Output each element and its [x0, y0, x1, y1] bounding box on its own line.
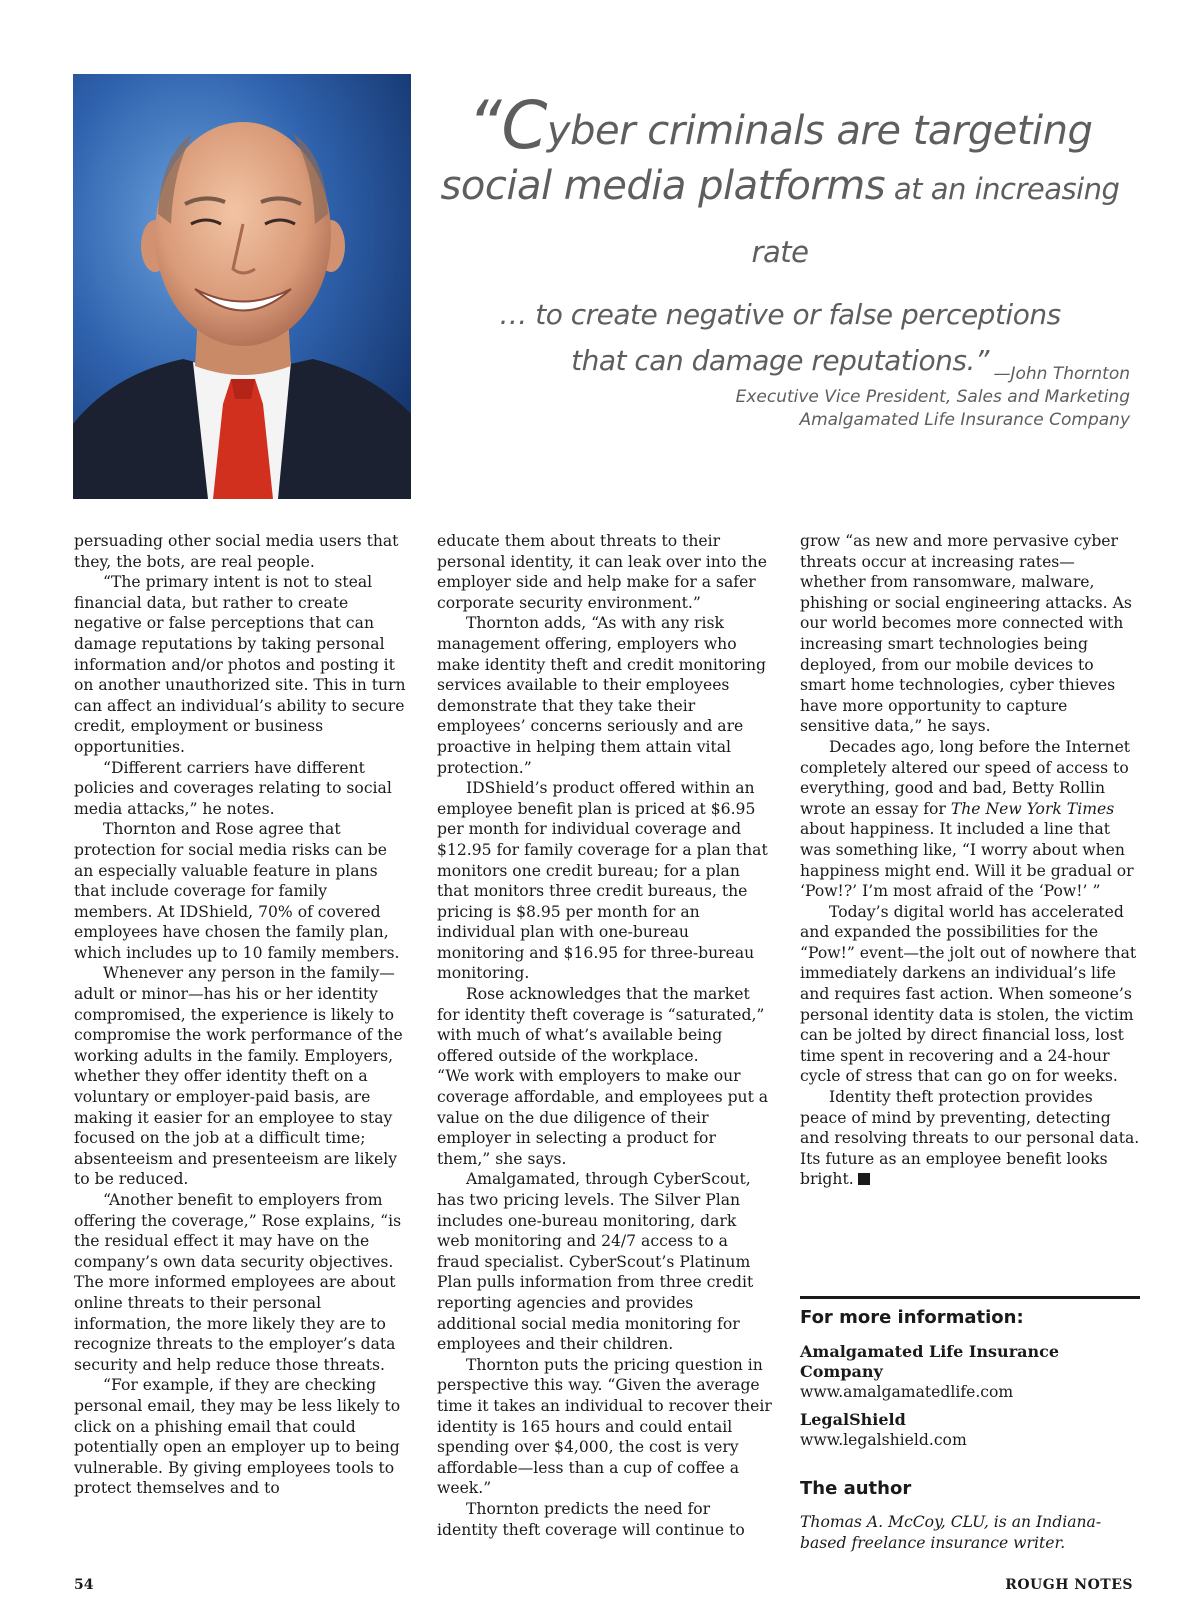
- paragraph: educate them about threats to their personal identity, it can leak over into the employer side and help make for a safer corporate security environment.”: [437, 532, 767, 612]
- portrait-illustration: [73, 74, 411, 499]
- attribution-title: Executive Vice President, Sales and Marketing: [735, 387, 1130, 407]
- more-info-heading: For more information:: [800, 1307, 1024, 1328]
- paragraph: IDShield’s product offered within an employee benefit plan is priced at $6.95 per month for individual coverage and $12.95 for family coverage for a plan that monitors one credit bureau; for a plan that monitors three credit bureaus, the pricing is $8.95 per month for an individual plan with one-bureau monitoring and $16.95 for three-bureau monitoring.: [437, 779, 768, 983]
- paragraph: Today’s digital world has accelerated and expanded the possibilities for the “Pow!” event—the jolt out of nowhere that immediately darkens an individual’s life and requires fast action. When someone’s personal identity data is stolen, the victim can be jolted by direct financial loss, lost time spent in recovering and a 24-hour cycle of stress that can go on for weeks.: [800, 902, 1137, 1086]
- body-column-3: [800, 531, 1140, 1190]
- pull-quote-line-2: [430, 157, 1130, 286]
- pull-quote: [430, 87, 1130, 384]
- paragraph: [800, 1087, 1140, 1190]
- pull-quote-line-2-text: at an increasing rate: [751, 172, 1120, 269]
- pull-quote-line-3: … to create negative or false perceptions: [499, 298, 1061, 331]
- paragraph: persuading other social media users that they, the bots, are real people.: [74, 532, 399, 571]
- paragraph: Thornton predicts the need for identity theft coverage will continue to: [437, 1499, 745, 1539]
- body-column-1: [74, 531, 410, 1499]
- paragraph: “The primary intent is not to steal financial data, but rather to create negative or false perceptions that can damage reputations by taking personal information and/or photos and posting it on another unauthorized site. This in turn can affect an individual’s ability to secure credit, employment or business opportunities.: [74, 573, 406, 756]
- paragraph: Amalgamated, through CyberScout, has two pricing levels. The Silver Plan includes one-bureau monitoring, dark web monitoring and 24/7 access to a fraud specialist. CyberScout’s Platinum Plan pulls information from three credit reporting agencies and provides additional social media monitoring for employees and their children.: [437, 1170, 754, 1354]
- paragraph: Whenever any person in the family—adult or minor—has his or her identity compromised, the experience is likely to compromise the work performance of the working adults in the family. Employers, whether they offer identity theft on a voluntary or employer-paid basis, are making it easier for an employee to stay focused on the job at a difficult time; absenteeism and presenteeism are likely to be reduced.: [74, 964, 403, 1189]
- end-mark-icon: [858, 1173, 870, 1185]
- paragraph: [800, 737, 1140, 902]
- paragraph: “For example, if they are checking personal email, they may be less likely to click on a phishing email that could potentially open an employer up to being vulnerable. By giving employees tools to protect themselves and to: [74, 1376, 401, 1498]
- pull-quote-line-1: [430, 87, 1130, 164]
- pull-quote-emphasis: social media platforms: [440, 163, 886, 209]
- magazine-name: ROUGH NOTES: [1005, 1577, 1133, 1593]
- publication-title: The New York Times: [950, 799, 1115, 818]
- paragraph: Thornton adds, “As with any risk management offering, employers who make identity theft and credit monitoring services available to their employees demonstrate that they take their employees’ concerns seriously and are proactive in helping them attain vital protection.”: [437, 614, 766, 777]
- text-run: Decades ago, long before the Internet completely altered our speed of access to everything, good and bad, Betty Rollin wrote an essay for: [800, 737, 1131, 818]
- paragraph: “We work with employers to make our coverage affordable, and employees put a value on the due diligence of their employer in selecting a product for them,” she says.: [437, 1067, 769, 1168]
- page-number: 54: [74, 1577, 94, 1593]
- quote-attribution: [610, 363, 1130, 432]
- more-info-box: [800, 1296, 1140, 1458]
- org-name: Amalgamated Life Insurance Company: [800, 1342, 1060, 1381]
- paragraph: “Different carriers have different policies and coverages relating to social media attacks,” he notes.: [74, 758, 392, 818]
- pull-quote-initial: C: [501, 87, 547, 164]
- author-bio: Thomas A. McCoy, CLU, is an Indiana-based freelance insurance writer.: [800, 1513, 1102, 1552]
- paragraph: “Another benefit to employers from offering the coverage,” Rose explains, “is the residual effect it may have on the company’s own data security objectives. The more informed employees are about online threats to their personal information, the more likely they are to recognize threats to the employer’s data security and help reduce those threats.: [74, 1191, 402, 1374]
- paragraph: Thornton and Rose agree that protection for social media risks can be an especially valuable feature in plans that include coverage for family members. At IDShield, 70% of covered employees have chosen the family plan, which includes up to 10 family members.: [74, 820, 400, 962]
- portrait-photo: [73, 74, 411, 499]
- text-run: about happiness. It included a line that was something like, “I worry about when happiness might end. Will it be gradual or ‘Pow!?’ I’m most afraid of the ‘Pow!’ ”: [800, 820, 1134, 901]
- paragraph: Rose acknowledges that the market for identity theft coverage is “saturated,” with much of what’s available being offered outside of the workplace.: [437, 985, 765, 1065]
- pull-quote-open-mark: “: [467, 87, 502, 164]
- body-column-2: [437, 531, 773, 1540]
- paragraph: grow “as new and more pervasive cyber threats occur at increasing rates—whether from ransomware, malware, phishing or social engineering attacks. As our world becomes more connected with increasing smart technologies being deployed, from our mobile devices to smart home technologies, cyber thieves have more opportunity to capture sensitive data,” he says.: [800, 532, 1132, 736]
- attribution-name: —John Thornton: [993, 364, 1130, 384]
- attribution-company: Amalgamated Life Insurance Company: [799, 410, 1130, 430]
- pull-quote-line-1-text: yber criminals are targeting: [546, 108, 1093, 154]
- author-heading: The author: [800, 1478, 912, 1499]
- org-name: LegalShield: [800, 1410, 906, 1429]
- paragraph: Thornton puts the pricing question in perspective this way. “Given the average time it takes an individual to recover their identity is 165 hours and could entail spending over $4,000, the cost is very affordable—less than a cup of coffee a week.”: [437, 1355, 772, 1498]
- text-run: Identity theft protection provides peace of mind by preventing, detecting and resolving threats to our personal data. Its future as an employee benefit looks bright.: [800, 1088, 1140, 1189]
- org-url: www.legalshield.com: [800, 1431, 967, 1449]
- org-url: www.amalgamatedlife.com: [800, 1383, 1014, 1401]
- pull-quote-line-4: that can damage reputations.”: [571, 344, 989, 377]
